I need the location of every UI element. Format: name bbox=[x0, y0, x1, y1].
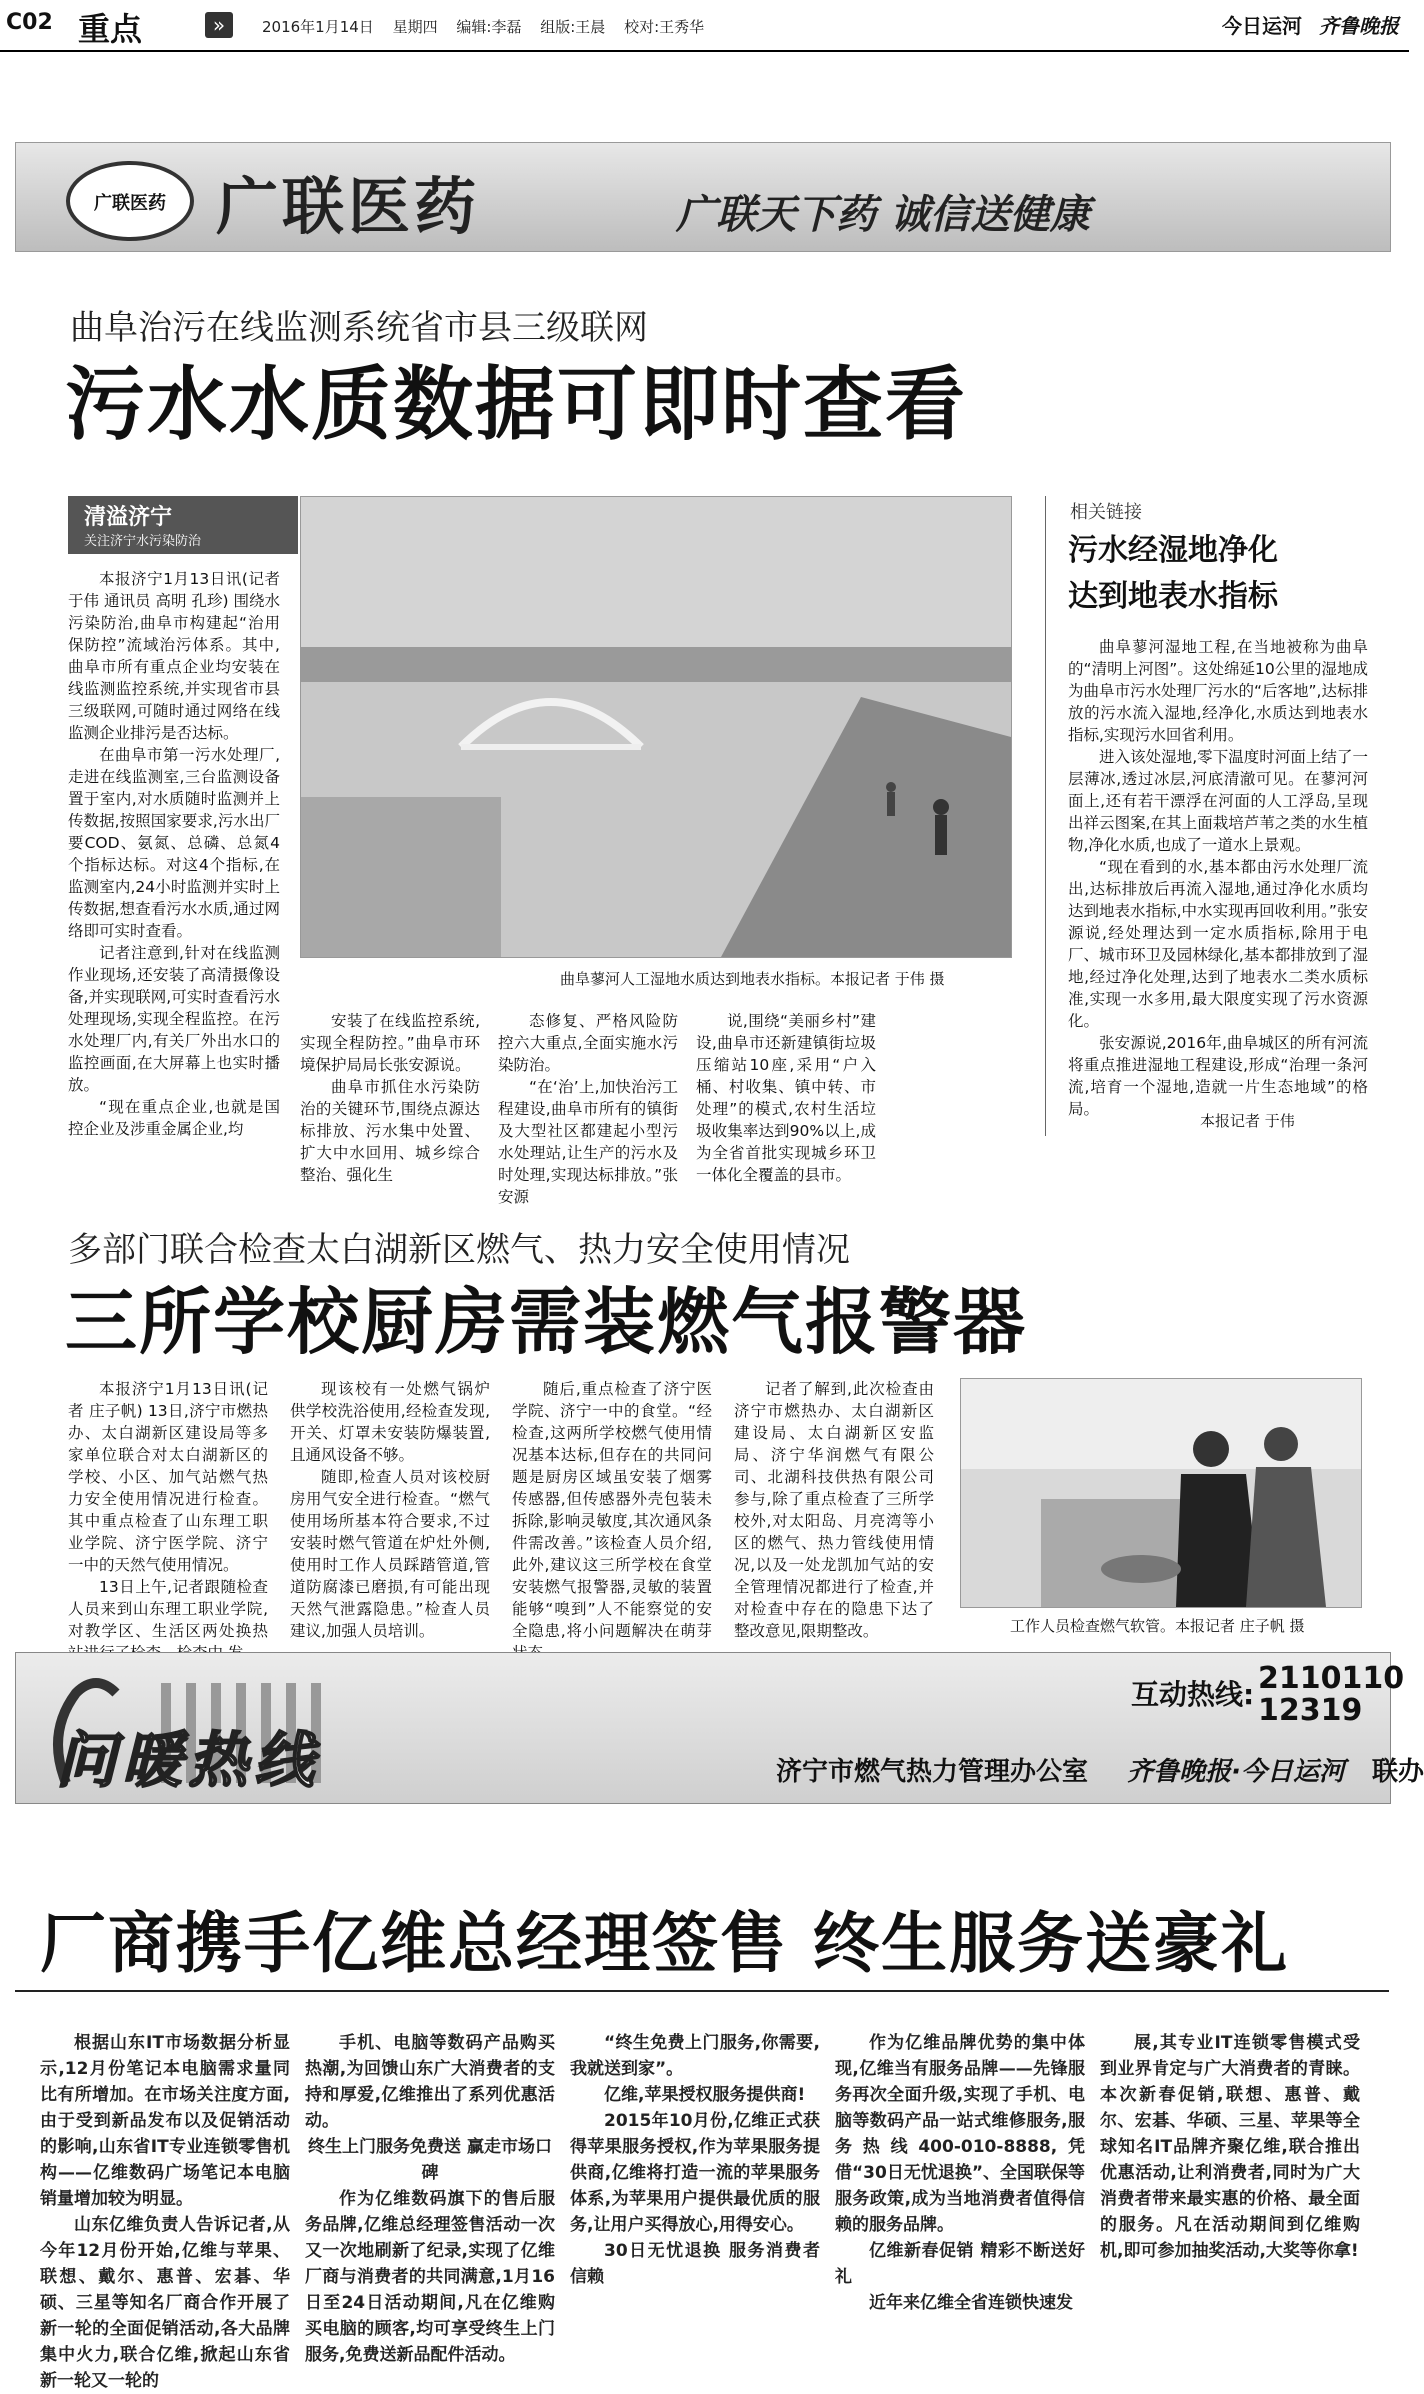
paragraph: 现该校有一处燃气锅炉供学校洗浴使用,经检查发现,开关、灯罩未安装防爆装置,且通风设备不够。 bbox=[290, 1380, 490, 1464]
divider bbox=[15, 1990, 1389, 1992]
sidebar-title bbox=[1068, 528, 1348, 620]
paragraph: 本报济宁1月13日讯(记者 庄子帆) 13日,济宁市燃热办、太白湖新区建设局等多家单位联合对太白湖新区的学校、小区、加气站燃气热力安全使用情况进行检查。其中重点检查了山东理工职业学院、济宁医学院、济宁一中的天然气使用情况。 bbox=[68, 1380, 268, 1574]
paragraph: 曲阜蓼河湿地工程,在当地被称为曲阜的“清明上河图”。这处绵延10公里的湿地成为曲阜市污水处理厂污水的“后客地”,达标排放的污水流入湿地,经净化,水质达到地表水指标,实现污水回省利用。 bbox=[1068, 638, 1368, 744]
paragraph: 进入该处湿地,零下温度时河面上结了一层薄冰,透过冰层,河底清澈可见。在蓼河河面上,还有若干漂浮在河面的人工浮岛,呈现出祥云图案,在其上面栽培芦苇之类的水生植物,净化水质,也成了一道水上景观。 bbox=[1068, 748, 1368, 854]
paragraph: “在‘治’上,加快治污工程建设,曲阜市所有的镇街及大型社区都建起小型污水处理站,让生产的污水及时处理,实现达标排放。”张安源 bbox=[498, 1078, 678, 1206]
subheading: 30日无忧退换 服务消费者信赖 bbox=[570, 2241, 820, 2287]
editor: 编辑:李磊 bbox=[456, 18, 522, 36]
ad2-column-5 bbox=[1100, 2030, 1360, 2370]
page-number: C02 bbox=[6, 10, 53, 35]
pharmacy-logo-icon bbox=[66, 161, 194, 241]
story1-column-3 bbox=[498, 1010, 678, 1206]
section-title: 重点 bbox=[78, 10, 143, 48]
ad2-column-1 bbox=[40, 2030, 290, 2391]
layout-editor: 组版:王晨 bbox=[540, 18, 606, 36]
organizer: 联办 bbox=[1372, 1757, 1424, 1787]
story1-headline: 污水水质数据可即时查看 bbox=[65, 358, 967, 451]
paragraph: 根据山东IT市场数据分析显示,12月份笔记本电脑需求量同比有所增加。在市场关注度方面,由于受到新品发布以及促销活动的影响,山东省IT专业连锁零售机构——亿维数码广场笔记本电脑销量增加较为明显。 bbox=[40, 2033, 290, 2209]
hotline-number: 2110110 bbox=[1258, 1661, 1405, 1696]
paragraph: 本报济宁1月13日讯(记者 于伟 通讯员 高明 孔珍) 围绕水污染防治,曲阜市构建起“治用保防控”流域治污体系。其中,曲阜市所有重点企业均安装在线监测监控系统,并实现省市县三级联网,可随时通过网络在线监测企业排污是否达标。 bbox=[68, 570, 280, 742]
paragraph: 2015年10月份,亿维正式获得苹果服务授权,作为苹果服务提供商,亿维将打造一流的苹果服务体系,为苹果用户提供最优质的服务,让用户买得放心,用得安心。 bbox=[570, 2111, 820, 2235]
ad2-column-2 bbox=[305, 2030, 555, 2370]
hotline-organizers bbox=[776, 1751, 1424, 1788]
story2-kicker: 多部门联合检查太白湖新区燃气、热力安全使用情况 bbox=[68, 1230, 850, 1270]
paragraph: 手机、电脑等数码产品购买热潮,为回馈山东广大消费者的支持和厚爱,亿维推出了系列优惠活动。 bbox=[305, 2033, 555, 2131]
paragraph: 展,其专业IT连锁零售模式受到业界肯定与广大消费者的青睐。本次新春促销,联想、惠普、戴尔、宏碁、华硕、三星、苹果等全球知名IT品牌齐聚亿维,联合推出优惠活动,让利消费者,同时为广大消费者带来最实惠的价格、最全面的服务。凡在活动期间到亿维购机,即可参加抽奖活动,大奖等你拿! bbox=[1100, 2033, 1360, 2261]
story2-photo bbox=[960, 1378, 1362, 1608]
paragraph: 曲阜市抓住水污染防治的关键环节,围绕点源达标排放、污水集中处置、扩大中水回用、城乡综合整治、强化生 bbox=[300, 1078, 480, 1184]
story2-column-3 bbox=[512, 1378, 712, 1638]
story1-column-1 bbox=[68, 568, 280, 1138]
sidebar-tag: 相关链接 bbox=[1070, 502, 1142, 523]
publication-logo: 齐鲁晚报 bbox=[1319, 14, 1399, 38]
story2-headline: 三所学校厨房需装燃气报警器 bbox=[65, 1280, 1028, 1364]
issue-date: 2016年1月14日 bbox=[262, 18, 374, 36]
paragraph: 态修复、严格风险防控六大重点,全面实施水污染防治。 bbox=[498, 1012, 678, 1074]
story1-photo-caption: 曲阜蓼河人工湿地水质达到地表水指标。本报记者 于伟 摄 bbox=[560, 970, 945, 988]
ad-slogan: 广联天下药 诚信送健康 bbox=[676, 192, 1090, 238]
story2-column-4 bbox=[734, 1378, 934, 1638]
column-divider bbox=[1045, 496, 1046, 1136]
paragraph: “现在重点企业,也就是国控企业及涉重金属企业,均 bbox=[68, 1098, 280, 1138]
paragraph: “现在看到的水,基本都由污水处理厂流出,达标排放后再流入湿地,通过净化水质均达到地表水指标,中水实现再回收利用。”张安源说,经处理达到一定水质指标,除用于电厂、城市环卫及园林绿化,基本都排放到了湿地,经过净化处理,达到了地表水二类水质标准,实现一水多用,最大限度实现了污水资源化。 bbox=[1068, 858, 1368, 1030]
paragraph: 记者了解到,此次检查由济宁市燃热办、太白湖新区建设局、太白湖新区安监局、济宁华润燃气有限公司、北湖科技供热有限公司参与,除了重点检查了三所学校外,对太阳岛、月亮湾等小区的燃气、热力管线使用情况,以及一处龙凯加气站的安全管理情况都进行了检查,并对检查中存在的隐患下达了整改意见,限期整改。 bbox=[734, 1380, 934, 1640]
paragraph: 说,围绕“美丽乡村”建设,曲阜市还新建镇街垃圾压缩站10座,采用“户入桶、村收集、镇中转、市处理”的模式,农村生活垃圾收集率达到90%以上,成为全省首批实现城乡环卫一体化全覆盖的县市。 bbox=[696, 1012, 876, 1184]
column-logo-title: 清溢济宁 bbox=[84, 505, 173, 530]
organizer: 济宁市燃气热力管理办公室 bbox=[776, 1757, 1089, 1787]
sidebar-title-line: 污水经湿地净化 bbox=[1068, 533, 1278, 568]
paragraph: 随后,重点检查了济宁医学院、济宁一中的食堂。“经检查,这两所学校燃气使用情况基本达标,但存在的共同问题是厨房区域虽安装了烟雾传感器,但传感器外壳包装未拆除,影响灵敏度,其次通风条件需改善。”该检查人员介绍,此外,建议这三所学校在食堂安装燃气报警器,灵敏的装置能够“嗅到”人不能察觉的安全隐患,将小问题解决在萌芽 bbox=[512, 1380, 712, 1640]
inspection-photo-icon bbox=[961, 1379, 1361, 1607]
ad2-column-3 bbox=[570, 2030, 820, 2370]
column-logo-sub: 关注济宁水污染防治 bbox=[84, 534, 202, 549]
paragraph: 山东亿维负责人告诉记者,从今年12月份开始,亿维与苹果、联想、戴尔、惠普、宏碁、华硕、三星等知名厂商合作开展了新一轮的全面促销活动,各大品牌集中火力,联合亿维,掀起山东省新一轮又一轮的 bbox=[40, 2215, 290, 2391]
story2-photo-caption: 工作人员检查燃气软管。本报记者 庄子帆 摄 bbox=[1010, 1617, 1305, 1635]
issue-meta bbox=[262, 16, 718, 37]
ad-logo-text: 广联医药 bbox=[94, 193, 166, 214]
paragraph: 在曲阜市第一污水处理厂,走进在线监测室,三台监测设备置于室内,对水质随时监测并上传数据,按照国家要求,污水出厂要COD、氨氮、总磷、总氮4个指标达标。对这4个指标,在监测室内,24小时监测并实时上传数据,想查看污水水质,通过网络即可实时查看。 bbox=[68, 746, 280, 940]
ad2-headline: 厂商携手亿维总经理签售 终生服务送豪礼 bbox=[40, 1905, 1289, 1982]
paragraph: 张安源说,2016年,曲阜城区的所有河流将重点推进湿地工程建设,形成“治理一条河流,培育一个湿地,造就一片生态地域”的格局。 bbox=[1068, 1034, 1368, 1118]
sidebar-byline: 本报记者 于伟 bbox=[1200, 1112, 1295, 1130]
paragraph: “终生免费上门服务,你需要,我就送到家”。 bbox=[570, 2033, 820, 2079]
paragraph: 随即,检查人员对该校厨房用气安全进行检查。“燃气使用场所基本符合要求,不过安装时燃气管道在炉灶外侧,使用时工作人员踩踏管道,管道防腐漆已磨损,有可能出现天然气泄露隐患。”检查人员建议,加强人员培训。 bbox=[290, 1468, 490, 1640]
ad-banner bbox=[15, 142, 1391, 252]
story1-photo bbox=[300, 496, 1012, 958]
hotline-title: 问暖热线 bbox=[56, 1726, 320, 1796]
hotline-banner bbox=[15, 1652, 1424, 1804]
hotline-number: 12319 bbox=[1258, 1693, 1363, 1728]
sidebar-body bbox=[1068, 636, 1368, 1118]
chevron-right-icon: » bbox=[205, 12, 233, 38]
column-logo bbox=[68, 496, 298, 554]
subheading: 亿维新春促销 精彩不断送好礼 bbox=[835, 2241, 1085, 2287]
story2-column-1 bbox=[68, 1378, 268, 1638]
issue-weekday: 星期四 bbox=[392, 18, 438, 36]
paragraph: 近年来亿维全省连锁快速发 bbox=[869, 2293, 1073, 2313]
hotline-numbers bbox=[1258, 1663, 1404, 1727]
sidebar-title-line: 达到地表水指标 bbox=[1068, 579, 1278, 614]
organizer: 齐鲁晚报·今日运河 bbox=[1127, 1757, 1345, 1787]
story2-column-2 bbox=[290, 1378, 490, 1638]
paragraph: 记者注意到,针对在线监测作业现场,还安装了高清摄像设备,并实现联网,可实时查看污水处理现场,实现全程监控。在污水处理厂内,有关厂外出水口的监控画面,在大屏幕上也实时播放。 bbox=[68, 944, 280, 1094]
story1-column-2 bbox=[300, 1010, 480, 1184]
proofreader: 校对:王秀华 bbox=[624, 18, 705, 36]
wetland-photo-icon bbox=[301, 497, 1011, 957]
publication-name bbox=[1212, 10, 1399, 39]
story1-column-4 bbox=[696, 1010, 876, 1184]
paragraph: 作为亿维数码旗下的售后服务品牌,亿维总经理签售活动一次又一次地刷新了纪录,实现了亿维厂商与消费者的共同满意,1月16日至24日活动期间,凡在亿维购买电脑的顾客,均可享受终生上门服务,免费送新品配件活动。 bbox=[305, 2189, 555, 2365]
hotline-label: 互动热线: bbox=[1131, 1678, 1255, 1711]
ad2-column-4 bbox=[835, 2030, 1085, 2370]
subheading: 亿维,苹果授权服务提供商! bbox=[604, 2085, 806, 2105]
paragraph: 13日上午,记者跟随检查人员来到山东理工职业学院,对教学区、生活区两处换热 bbox=[68, 1578, 268, 1640]
subheading: 终生上门服务免费送 赢走市场口碑 bbox=[308, 2137, 552, 2183]
paragraph: 作为亿维品牌优势的集中体现,亿维当有服务品牌——先锋服务再次全面升级,实现了手机、电脑等数码产品一站式维修服务,服务热线400-010-8888,凭借“30日无忧退换”、全国联保等服务政策,成为当地消费者值得信赖的服务品牌。 bbox=[835, 2033, 1086, 2235]
story1-kicker: 曲阜治污在线监测系统省市县三级联网 bbox=[70, 308, 648, 348]
publication-sub: 今日运河 bbox=[1222, 14, 1303, 38]
paragraph: 安装了在线监控系统,实现全程防控。”曲阜市环境保护局局长张安源说。 bbox=[300, 1012, 480, 1074]
ad-brand: 广联医药 bbox=[216, 170, 481, 243]
